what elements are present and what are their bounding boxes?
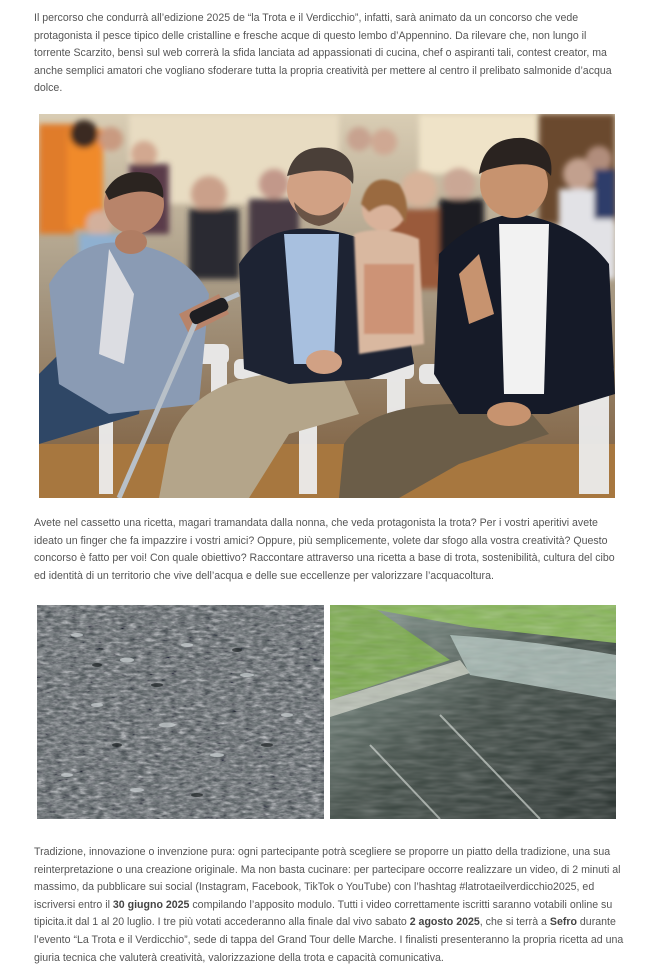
rules-text-part-1: Tradizione, innovazione o invenzione pura: ogni partecipante potrà scegliere se proporre un piatto della tradizione, una sua reinterpretazione o una creazione originale. Ma non basta cucinare: per partecipare occorre realizzare un video, di 2 minuti al massimo, da pubblicare sui social (Instagram, Facebook, TikTok o YouTube) con l’hashtag #latrotaeilverdicchio2025, ed iscriversi entro il bbox=[34, 846, 621, 911]
final-location: Sefro bbox=[549, 916, 577, 929]
article-paragraph-intro: Il percorso che condurrà all’edizione 2025 de “la Trota e il Verdicchio”, infatti, sarà animato da un concorso che vede protagonista il pesce tipico delle cristalline e fresche acque di questo lembo d’Appennino. Da rilevare che, non lungo il torrente Scarzito, bensì sul web correrà la sfida lanciata ad appassionati di cucina, chef o aspiranti tali, contest creator, ma anche semplici amatori che vogliano sfoderare tutta la propria creatività per mettere al centro il prelibato salmonide d’acqua dolce. bbox=[34, 12, 612, 95]
rules-text-part-3: , che si terrà a bbox=[479, 916, 550, 929]
registration-deadline: 30 giugno 2025 bbox=[112, 898, 190, 911]
final-date: 2 agosto 2025 bbox=[409, 916, 480, 929]
rules-text-part-4: durante l’evento “La Trota e il Verdicchio”, sede di tappa del Grand Tour delle Marche. I finalisti presenteranno la propria ricetta ad una giuria tecnica che valuterà creatività, valorizzazione della trota e capacità comunicativa. bbox=[34, 916, 624, 964]
article-paragraph-contest: Avete nel cassetto una ricetta, magari tramandata dalla nonna, che veda protagonista la trota? Per i vostri aperitivi avete ideato un finger che fa impazzire i vostri amici? Oppure, più semplicemente, volete dar sfogo alla vostra creatività? Questo concorso è fatto per voi! Con quale obiettivo? Raccontare attraverso una ricetta a base di trota, sostenibilità, cultura del cibo ed identità di un territorio che vive dell’acqua e delle sue eccellenze per valorizzare l’acquacoltura. bbox=[34, 517, 615, 582]
trout-water-photo bbox=[37, 605, 324, 819]
event-audience-photo bbox=[39, 114, 615, 498]
article-paragraph-rules bbox=[34, 844, 624, 967]
rules-text-part-2: compilando l’apposito modulo. Tutti i video correttamente iscritti saranno votabili online su tipicita.it dal 1 al 20 luglio. I tre più votati accederanno alla finale dal vivo sabato bbox=[34, 898, 613, 929]
fish-farm-channel-photo bbox=[330, 605, 616, 819]
